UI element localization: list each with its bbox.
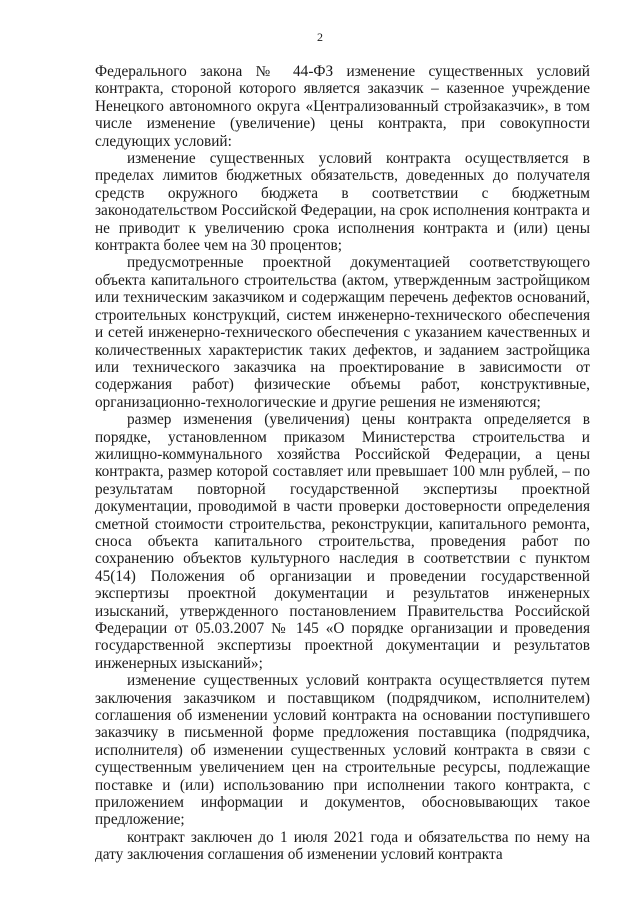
- paragraph-condition-volumes: предусмотренные проектной документацией соответствующего объекта капитального строительства (актом, утвержденным застройщиком или техническим заказчиком и содержащим перечень дефектов оснований, строительных конструкций, систем инженерно-технического обеспечения и сетей инженерно-технического обеспечения с указанием качественных и количественных характеристик таких дефектов, и заданием застройщика или технического заказчика на проектирование в зависимости от содержания работ) физические объемы работ, конструктивные, организационно-технологические и другие решения не изменяются;: [95, 254, 590, 411]
- paragraph-condition-contract-date: контракт заключен до 1 июля 2021 года и обязательства по нему на дату заключения соглашения об изменении условий контракта: [95, 828, 590, 864]
- paragraph-condition-agreement: изменение существенных условий контракта осуществляется путем заключения заказчиком и поставщиком (подрядчиком, исполнителем) соглашения об изменении условий контракта на основании поступившего заказчику в письменной форме предложения поставщика (подрядчика, исполнителя) об изменении существенных условий контракта в связи с существенным увеличением цен на строительные ресурсы, подлежащие поставке и (или) использованию при исполнении такого контракта, с приложением информации и документов, обосновывающих такое предложение;: [95, 672, 590, 829]
- paragraph-condition-limits: изменение существенных условий контракта осуществляется в пределах лимитов бюджетных обязательств, доведенных до получателя средств окружного бюджета в соответствии с бюджетным законодательством Российской Федерации, на срок исполнения контракта и не приводит к увеличению срока исполнения контракта и (или) цены контракта более чем на 30 процентов;: [95, 150, 590, 255]
- page-number: 2: [317, 30, 323, 44]
- document-body: [95, 63, 590, 864]
- paragraph-condition-price-change: размер изменения (увеличения) цены контракта определяется в порядке, установленном приказом Министерства строительства и жилищно-коммунального хозяйства Российской Федерации, а цены контракта, размер которой составляет или превышает 100 млн рублей, – по результатам повторной государственной экспертизы проектной документации, проводимой в части проверки достоверности определения сметной стоимости строительства, реконструкции, капитального ремонта, сноса объекта капитального строительства, проведения работ по сохранению объектов культурного наследия в соответствии с пунктом 45(14) Положения об организации и проведении государственной экспертизы проектной документации и результатов инженерных изысканий, утвержденного постановлением Правительства Российской Федерации от 05.03.2007 № 145 «О порядке организации и проведения государственной экспертизы проектной документации и результатов инженерных изысканий»;: [95, 411, 590, 672]
- paragraph-continuation: Федерального закона № 44-ФЗ изменение существенных условий контракта, стороной которого является заказчик – казенное учреждение Ненецкого автономного округа «Централизованный стройзаказчик», в том числе изменение (увеличение) цены контракта, при совокупности следующих условий:: [95, 63, 590, 150]
